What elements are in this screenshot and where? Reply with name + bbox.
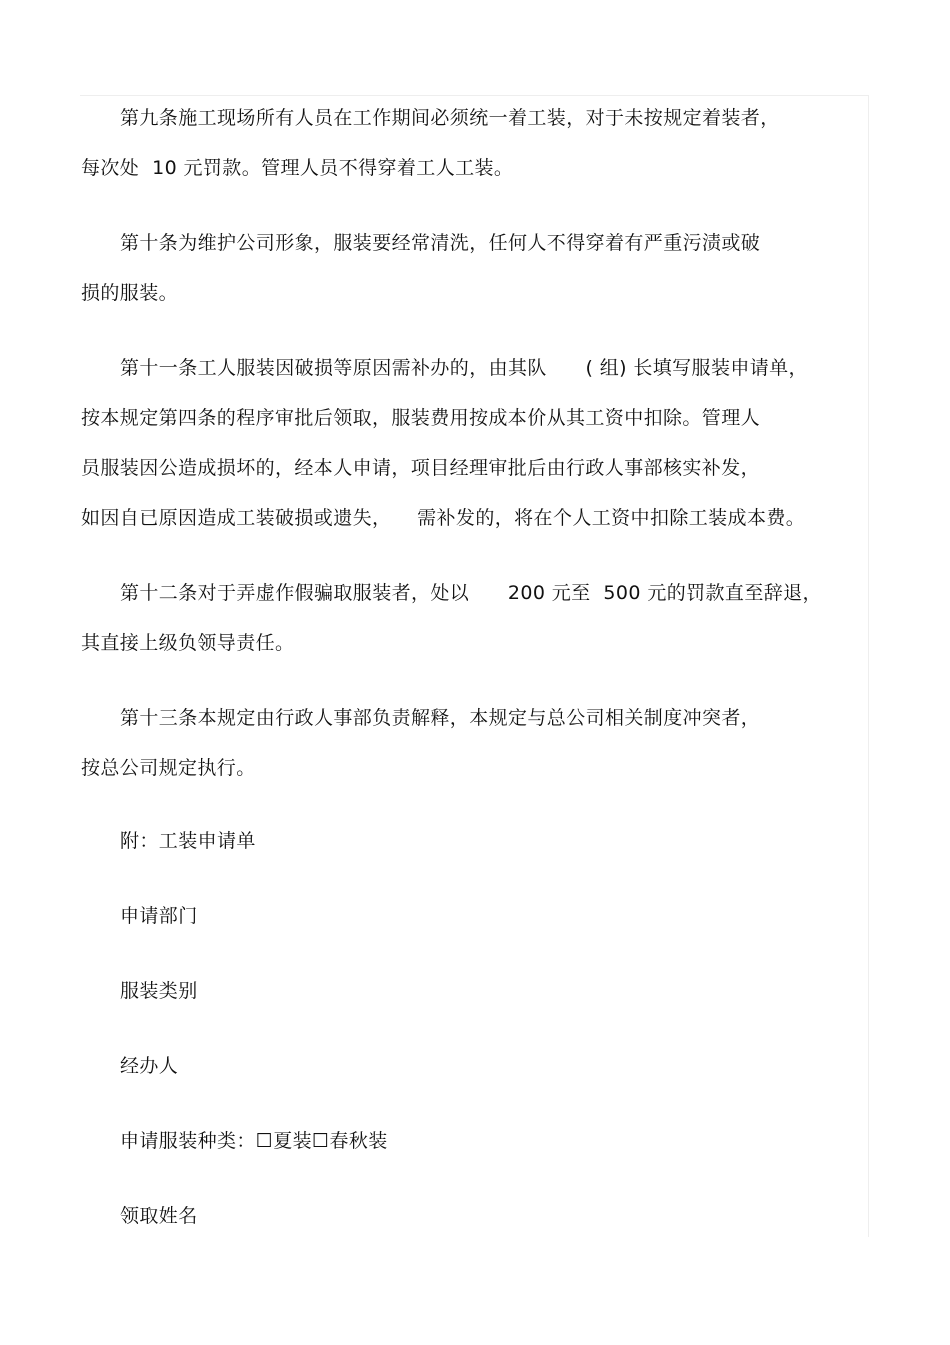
article-9-line-2: 每次处 10 元罚款。管理人员不得穿着工人工装。 [81, 157, 514, 179]
article-9-line-1: 第九条施工现场所有人员在工作期间必须统一着工装，对于未按规定着装者， [120, 107, 780, 129]
article-11-line-2: 按本规定第四条的程序审批后领取，服装费用按成本价从其工资中扣除。管理人 [81, 407, 761, 429]
field-label-department: 申请部门 [120, 905, 198, 927]
field-label-clothing-category: 服装类别 [120, 980, 198, 1002]
article-12-line-1: 第十二条对于弄虚作假骗取服装者，处以 200 元至 500 元的罚款直至辞退， [120, 582, 822, 604]
article-11-line-3: 员服装因公造成损坏的，经本人申请，项目经理审批后由行政人事部核实补发， [81, 457, 761, 479]
article-13-line-2: 按总公司规定执行。 [81, 757, 256, 779]
field-label-handler: 经办人 [120, 1055, 179, 1077]
article-12-line-2: 其直接上级负领导责任。 [81, 632, 295, 654]
article-11-line-1: 第十一条工人服装因破损等原因需补办的，由其队 ( 组) 长填写服装申请单， [120, 357, 808, 379]
page-frame [80, 95, 869, 1237]
appendix-title: 附：工装申请单 [120, 830, 256, 852]
article-13-line-1: 第十三条本规定由行政人事部负责解释，本规定与总公司相关制度冲突者， [120, 707, 761, 729]
article-10-line-1: 第十条为维护公司形象，服装要经常清洗，任何人不得穿着有严重污渍或破 [120, 232, 761, 254]
article-11-line-4: 如因自已原因造成工装破损或遗失， 需补发的，将在个人工资中扣除工装成本费。 [81, 507, 806, 529]
field-label-recipient-name: 领取姓名 [120, 1205, 198, 1227]
field-label-clothing-type: 申请服装种类：☐夏装☐春秋装 [120, 1130, 388, 1152]
article-10-line-2: 损的服装。 [81, 282, 179, 304]
